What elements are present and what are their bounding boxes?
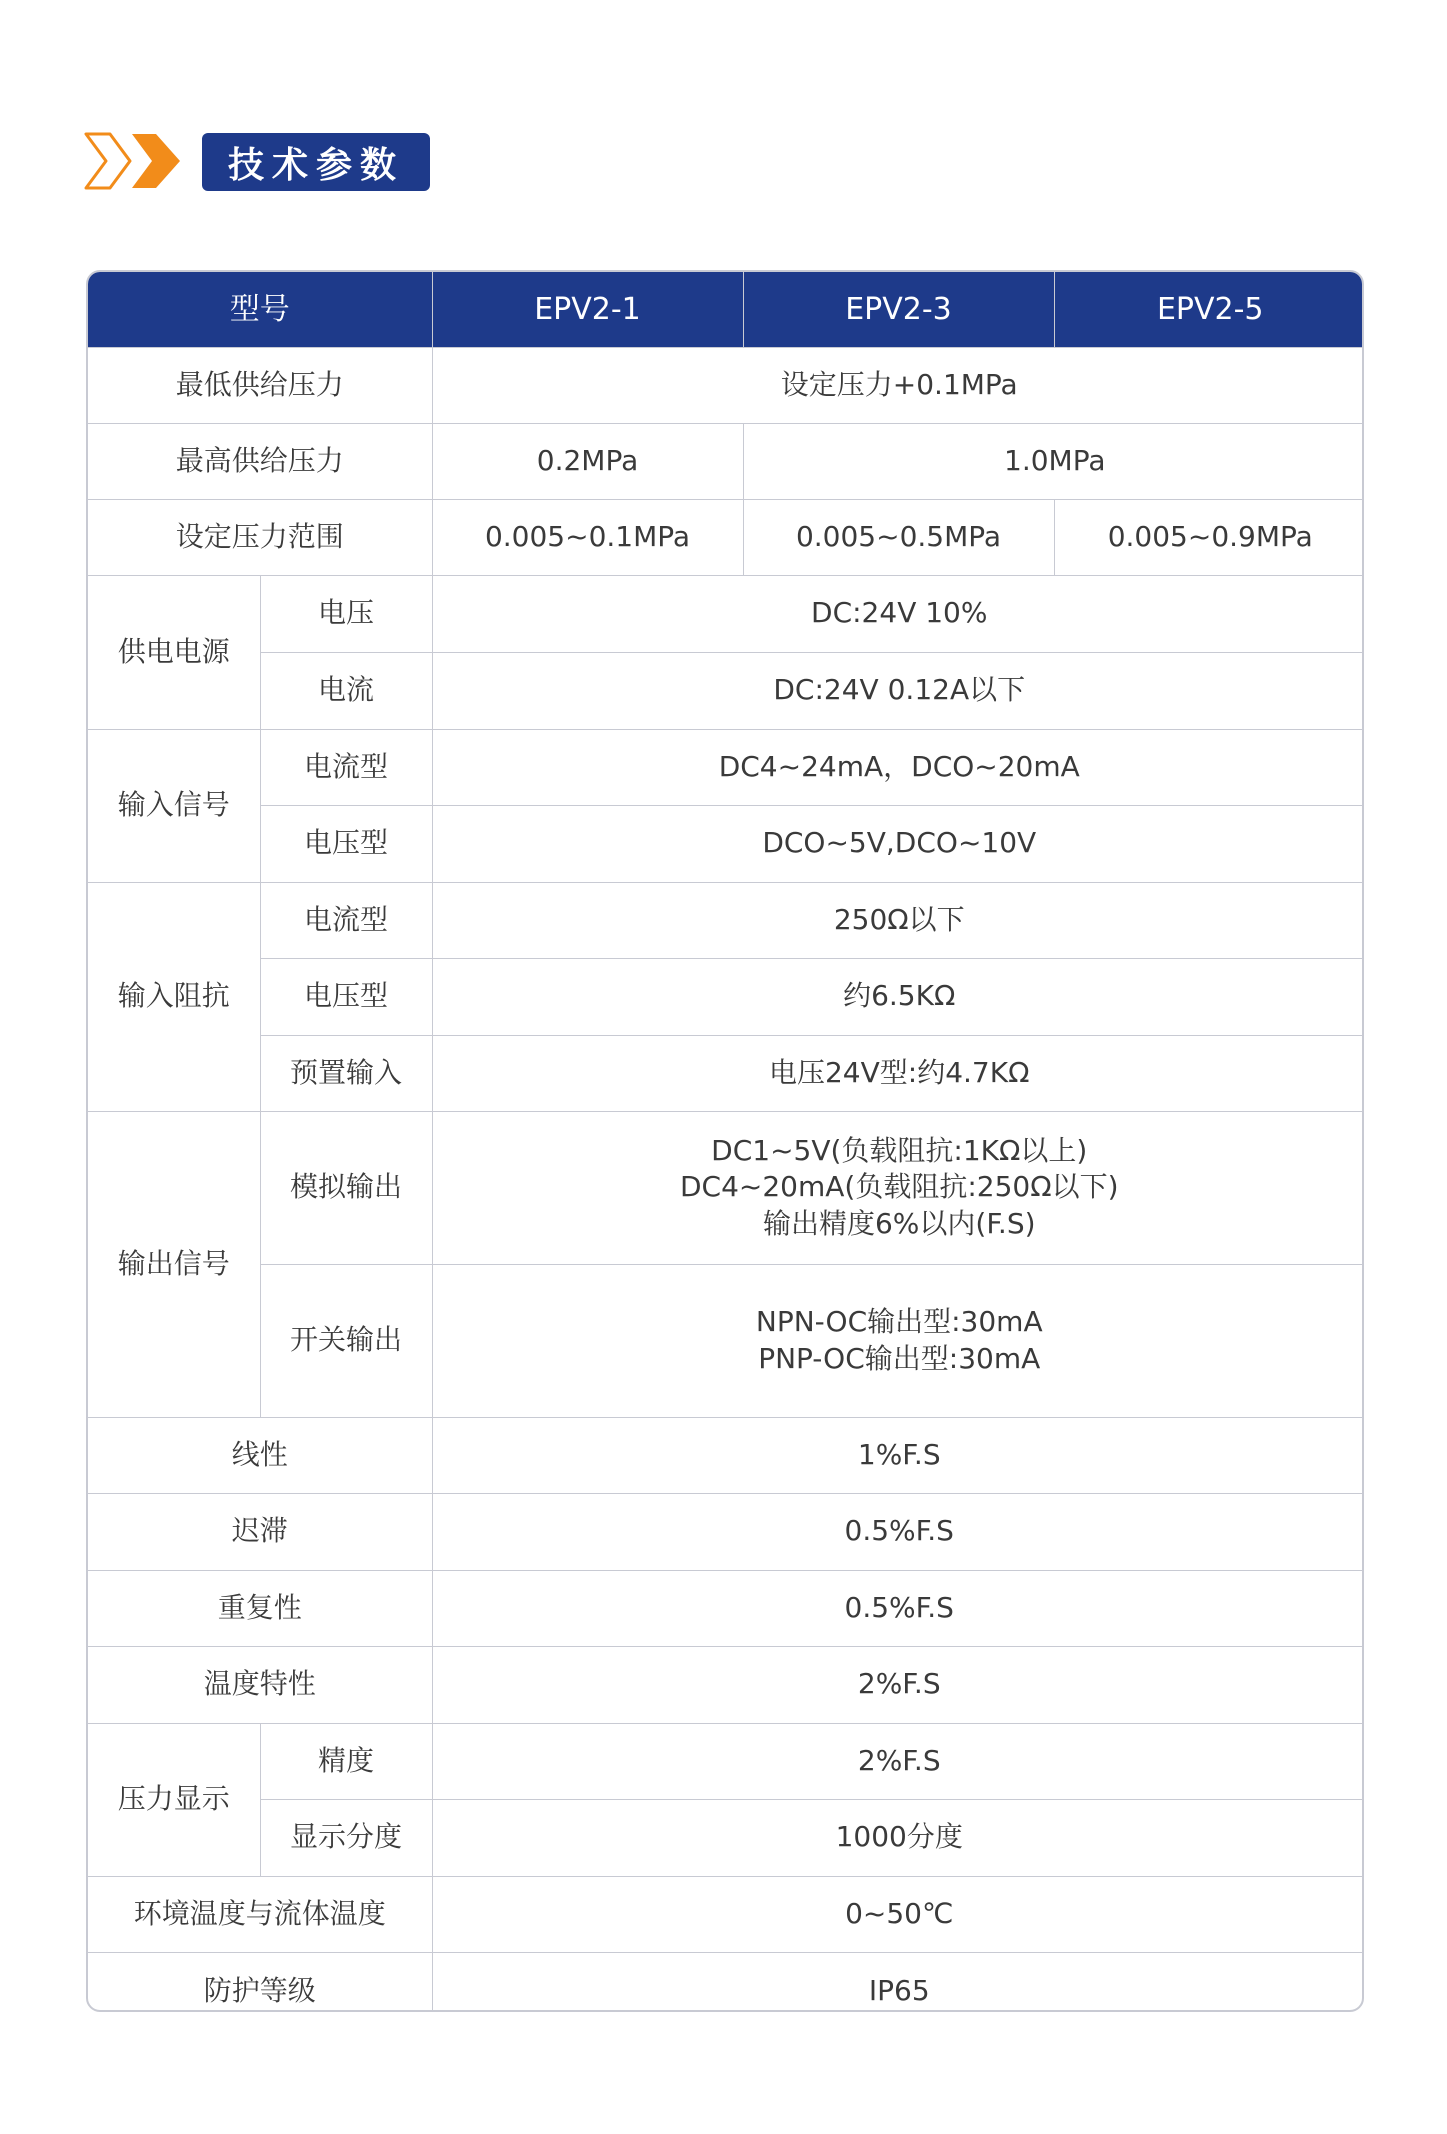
repeatability-value: 0.5%F.S (432, 1570, 1364, 1646)
row-label-set-range: 设定压力范围 (88, 499, 432, 575)
section-title: 技术参数 (202, 133, 430, 191)
switch-output-line: PNP-OC输出型:30mA (758, 1341, 1041, 1375)
sub-label-switch-output: 开关输出 (260, 1264, 432, 1417)
input-signal-voltage-value: DCO~5V,DCO~10V (432, 805, 1364, 882)
table-row (88, 1646, 1364, 1723)
table-header-row (88, 272, 1364, 347)
min-supply-value: 设定压力+0.1MPa (432, 347, 1364, 423)
sub-label-current-type: 电流型 (260, 729, 432, 805)
table-row (88, 805, 1364, 882)
max-supply-value-2: 1.0MPa (743, 423, 1364, 499)
row-label-hysteresis: 迟滞 (88, 1493, 432, 1570)
sub-label-analog-output: 模拟输出 (260, 1111, 432, 1264)
table-row (88, 1417, 1364, 1493)
sub-label-accuracy: 精度 (260, 1723, 432, 1799)
table-row (88, 1264, 1364, 1417)
power-current-value: DC:24V 0.12A以下 (432, 652, 1364, 729)
sub-label-voltage-type: 电压型 (260, 805, 432, 882)
hysteresis-value: 0.5%F.S (432, 1493, 1364, 1570)
table-row (88, 1493, 1364, 1570)
sub-label-voltage-type: 电压型 (260, 958, 432, 1035)
set-range-value-3: 0.005~0.9MPa (1054, 499, 1364, 575)
header-model-epv2-1: EPV2-1 (432, 272, 743, 347)
analog-output-value (432, 1111, 1364, 1264)
max-supply-value-1: 0.2MPa (432, 423, 743, 499)
header-model-label: 型号 (88, 272, 432, 347)
protection-value: IP65 (432, 1952, 1364, 2012)
header-model-epv2-5: EPV2-5 (1054, 272, 1364, 347)
table-row (88, 1570, 1364, 1646)
group-label-input-impedance: 输入阻抗 (88, 882, 260, 1111)
table-row (88, 652, 1364, 729)
group-label-input-signal: 输入信号 (88, 729, 260, 882)
table-row (88, 1723, 1364, 1799)
impedance-voltage-value: 约6.5KΩ (432, 958, 1364, 1035)
row-label-max-supply: 最高供给压力 (88, 423, 432, 499)
group-label-pressure-display: 压力显示 (88, 1723, 260, 1876)
sub-label-current-type: 电流型 (260, 882, 432, 958)
ambient-value: 0~50℃ (432, 1876, 1364, 1952)
table-row (88, 1799, 1364, 1876)
row-label-protection: 防护等级 (88, 1952, 432, 2012)
input-signal-current-value: DC4~24mA，DCO~20mA (432, 729, 1364, 805)
table-row (88, 1876, 1364, 1952)
double-chevron-right-icon (84, 130, 184, 192)
spec-table (86, 270, 1364, 2012)
linearity-value: 1%F.S (432, 1417, 1364, 1493)
power-voltage-value: DC:24V 10% (432, 575, 1364, 652)
display-resolution-value: 1000分度 (432, 1799, 1364, 1876)
table-row (88, 882, 1364, 958)
set-range-value-1: 0.005~0.1MPa (432, 499, 743, 575)
table-row (88, 1111, 1364, 1264)
table-row (88, 1952, 1364, 2012)
impedance-current-value: 250Ω以下 (432, 882, 1364, 958)
row-label-min-supply: 最低供给压力 (88, 347, 432, 423)
display-accuracy-value: 2%F.S (432, 1723, 1364, 1799)
group-label-output-signal: 输出信号 (88, 1111, 260, 1417)
row-label-linearity: 线性 (88, 1417, 432, 1493)
sub-label-current: 电流 (260, 652, 432, 729)
table-row (88, 499, 1364, 575)
switch-output-value (432, 1264, 1364, 1417)
table-row (88, 1035, 1364, 1111)
set-range-value-2: 0.005~0.5MPa (743, 499, 1054, 575)
table-row (88, 423, 1364, 499)
analog-output-line: DC4~20mA(负载阻抗:250Ω以下) (679, 1170, 1119, 1204)
header-model-epv2-3: EPV2-3 (743, 272, 1054, 347)
row-label-temperature: 温度特性 (88, 1646, 432, 1723)
table-row (88, 958, 1364, 1035)
sub-label-resolution: 显示分度 (260, 1799, 432, 1876)
switch-output-line: NPN-OC输出型:30mA (755, 1305, 1043, 1339)
table-row (88, 729, 1364, 805)
group-label-power: 供电电源 (88, 575, 260, 729)
temperature-value: 2%F.S (432, 1646, 1364, 1723)
analog-output-line: 输出精度6%以内(F.S) (762, 1206, 1036, 1240)
analog-output-line: DC1~5V(负载阻抗:1KΩ以上) (711, 1133, 1088, 1167)
row-label-repeatability: 重复性 (88, 1570, 432, 1646)
sub-label-voltage: 电压 (260, 575, 432, 652)
table-row (88, 347, 1364, 423)
sub-label-preset-input: 预置输入 (260, 1035, 432, 1111)
impedance-preset-value: 电压24V型:约4.7KΩ (432, 1035, 1364, 1111)
table-row (88, 575, 1364, 652)
row-label-ambient: 环境温度与流体温度 (88, 1876, 432, 1952)
